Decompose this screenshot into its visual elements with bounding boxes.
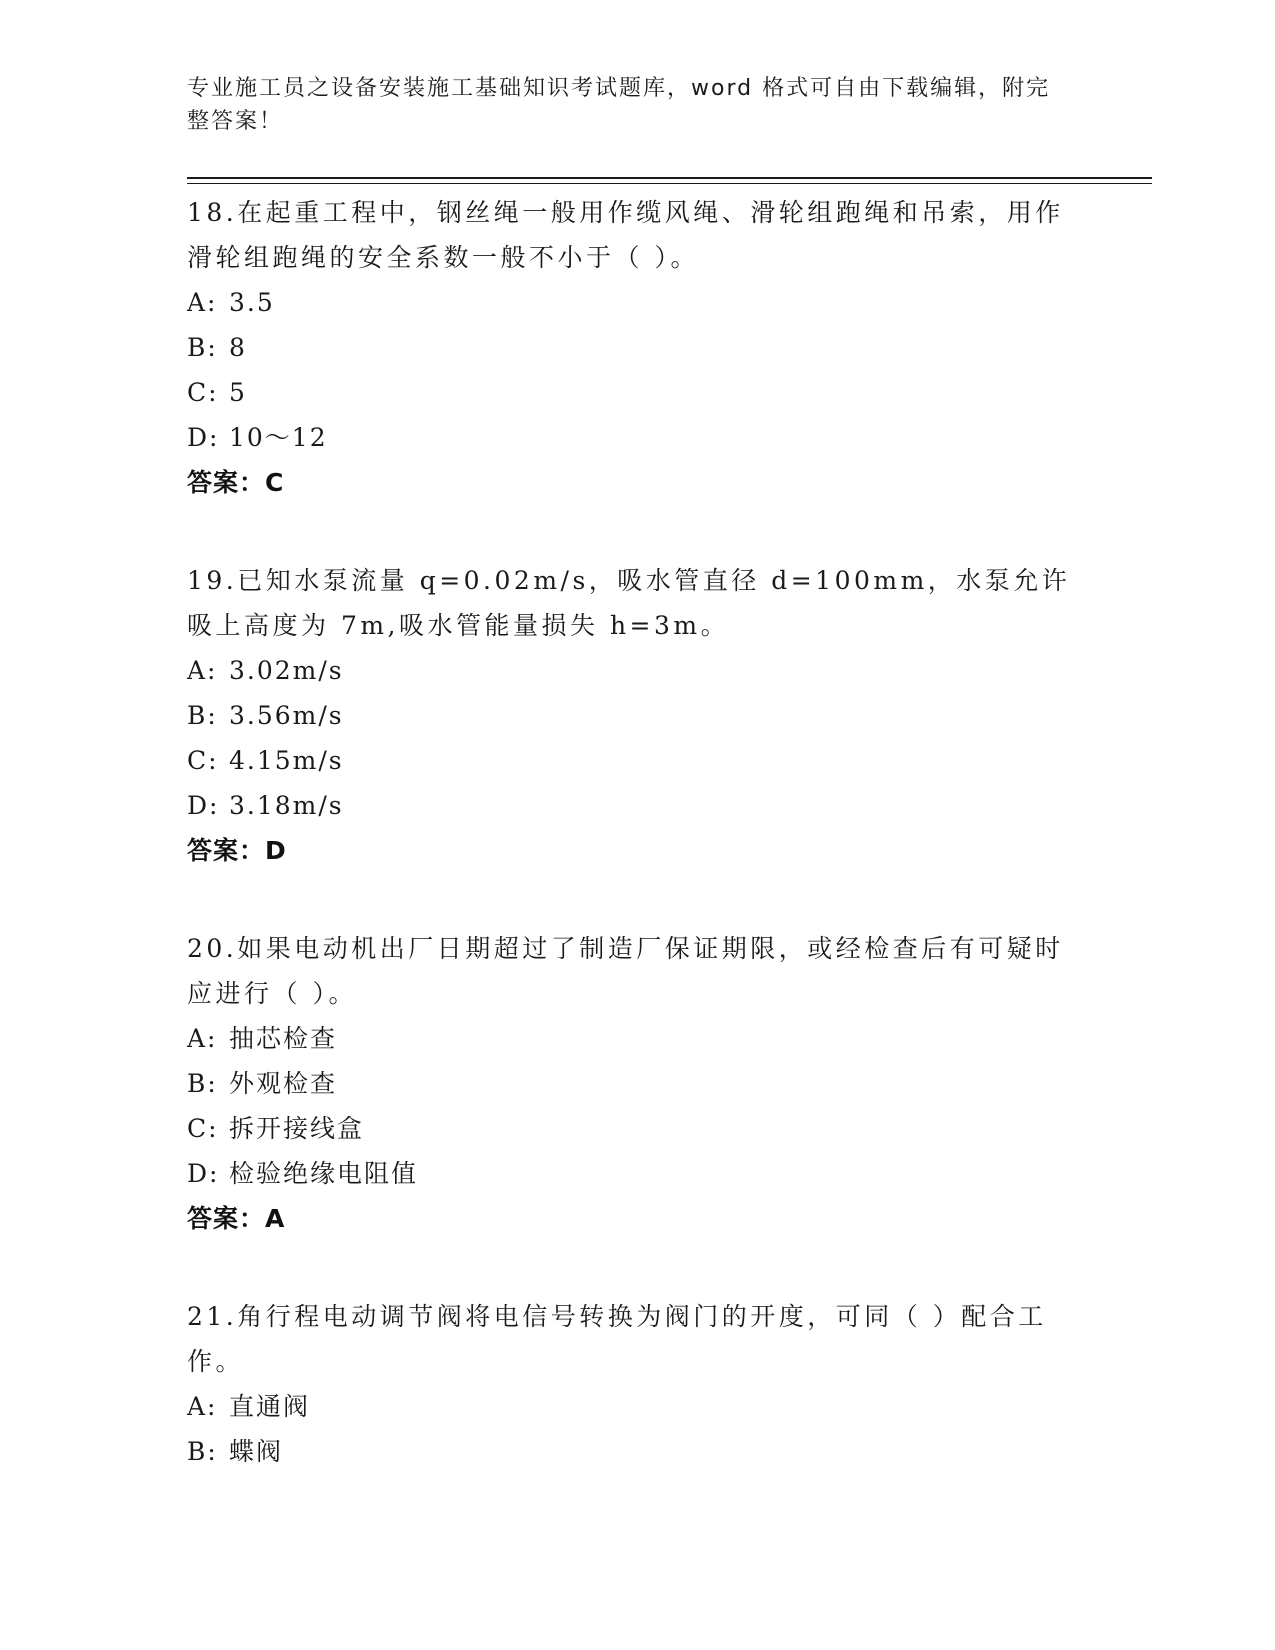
option-b [187,1061,1087,1106]
option-a [187,1384,1087,1429]
option-a [187,1016,1087,1061]
question-stem: 21.角行程电动调节阀将电信号转换为阀门的开度，可同（ ）配合工作。 [187,1302,1047,1376]
option-text: 抽芯检查 [229,1024,338,1053]
answer-line: 答案：A [187,1204,286,1233]
option-text: 外观检查 [229,1069,338,1098]
option-c [187,738,1087,783]
option-b [187,693,1087,738]
question-stem: 19.已知水泵流量 q=0.02m/s，吸水管直径 d=100mm，水泵允许吸上高度为 7m,吸水管能量损失 h=3m。 [187,566,1071,640]
question-spacer [187,1241,1087,1294]
question-stem: 18.在起重工程中，钢丝绳一般用作缆风绳、滑轮组跑绳和吊索，用作滑轮组跑绳的安全系数一般不小于（ ）。 [187,198,1064,272]
option-key: A: [187,1392,218,1421]
answer-line: 答案：C [187,468,285,497]
question-list [187,190,1087,1474]
question-19 [187,558,1087,873]
option-text: 8 [229,333,247,362]
option-text: 3.56m/s [229,701,344,730]
document-header-note: 专业施工员之设备安装施工基础知识考试题库，word 格式可自由下载编辑，附完整答案！ [187,76,1051,134]
option-d [187,415,1087,460]
option-a [187,648,1087,693]
header-divider-thin [187,183,1152,184]
option-key: C: [187,1114,219,1143]
option-key: A: [187,656,218,685]
option-text: 直通阀 [229,1392,311,1421]
option-d [187,783,1087,828]
option-c [187,370,1087,415]
option-key: B: [187,701,218,730]
option-text: 3.02m/s [229,656,344,685]
option-text: 蝶阀 [229,1437,284,1466]
answer-line: 答案：D [187,836,287,865]
option-text: 3.18m/s [229,791,344,820]
option-key: B: [187,1437,218,1466]
option-text: 4.15m/s [229,746,344,775]
option-d [187,1151,1087,1196]
option-key: C: [187,378,219,407]
option-text: 10～12 [229,423,328,452]
option-key: B: [187,1069,218,1098]
option-b [187,1429,1087,1474]
question-21 [187,1294,1087,1474]
question-stem: 20.如果电动机出厂日期超过了制造厂保证期限，或经检查后有可疑时应进行（ ）。 [187,934,1064,1008]
option-a [187,280,1087,325]
question-18 [187,190,1087,505]
option-key: D: [187,423,220,452]
option-b [187,325,1087,370]
option-text: 拆开接线盒 [229,1114,365,1143]
header-divider-thick [187,177,1152,179]
option-key: A: [187,288,218,317]
question-spacer [187,505,1087,558]
option-text: 3.5 [229,288,275,317]
option-key: C: [187,746,219,775]
question-20 [187,926,1087,1241]
question-spacer [187,873,1087,926]
option-key: B: [187,333,218,362]
option-c [187,1106,1087,1151]
option-key: A: [187,1024,218,1053]
option-key: D: [187,1159,220,1188]
option-text: 5 [229,378,247,407]
option-text: 检验绝缘电阻值 [229,1159,419,1188]
option-key: D: [187,791,220,820]
